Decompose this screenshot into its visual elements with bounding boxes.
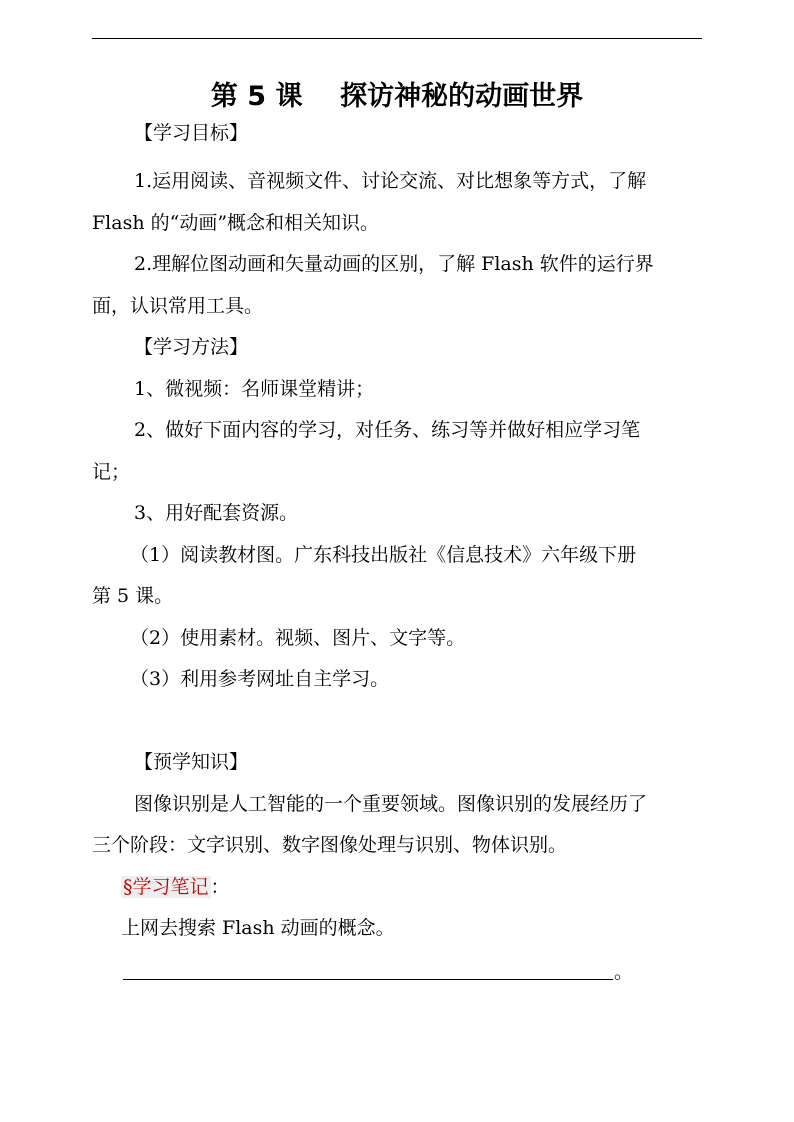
goal-2-line-2: 面，认识常用工具。 (92, 295, 264, 317)
notes-label: §学习笔记 (123, 876, 209, 898)
goal-2-line-1: 2.理解位图动画和矢量动画的区别，了解 Flash 软件的运行界 (134, 253, 654, 275)
header-rule (92, 38, 702, 39)
preview-line-1: 图像识别是人工智能的一个重要领域。图像识别的发展经历了 (134, 793, 648, 815)
resource-1-line-1: （1）阅读教材图。广东科技出版社《信息技术》六年级下册 (130, 544, 637, 566)
notes-line (121, 872, 230, 902)
answer-period: 。 (614, 961, 634, 983)
preview-line-2: 三个阶段：文字识别、数字图像处理与识别、物体识别。 (92, 834, 568, 856)
resource-1-line-2: 第 5 课。 (92, 585, 174, 607)
method-3: 3、用好配套资源。 (134, 502, 299, 524)
preview-heading: 【预学知识】 (134, 751, 249, 773)
method-2-line-2: 记； (92, 461, 131, 483)
search-task: 上网去搜索 Flash 动画的概念。 (121, 917, 395, 939)
answer-blank-line (123, 979, 613, 980)
method-2-line-1: 2、做好下面内容的学习，对任务、练习等并做好相应学习笔 (134, 419, 641, 441)
goals-heading: 【学习目标】 (134, 122, 249, 144)
resource-3: （3）利用参考网址自主学习。 (130, 668, 390, 690)
method-1: 1、微视频：名师课堂精讲； (134, 378, 375, 400)
lesson-title: 第 5 课 探访神秘的动画世界 (210, 81, 584, 112)
methods-heading: 【学习方法】 (134, 336, 249, 358)
notes-colon: ： (210, 876, 230, 898)
goal-1-line-2: Flash 的“动画”概念和相关知识。 (92, 212, 380, 234)
goal-1-line-1: 1.运用阅读、音视频文件、讨论交流、对比想象等方式，了解 (134, 170, 647, 192)
resource-2: （2）使用素材。视频、图片、文字等。 (130, 627, 466, 649)
